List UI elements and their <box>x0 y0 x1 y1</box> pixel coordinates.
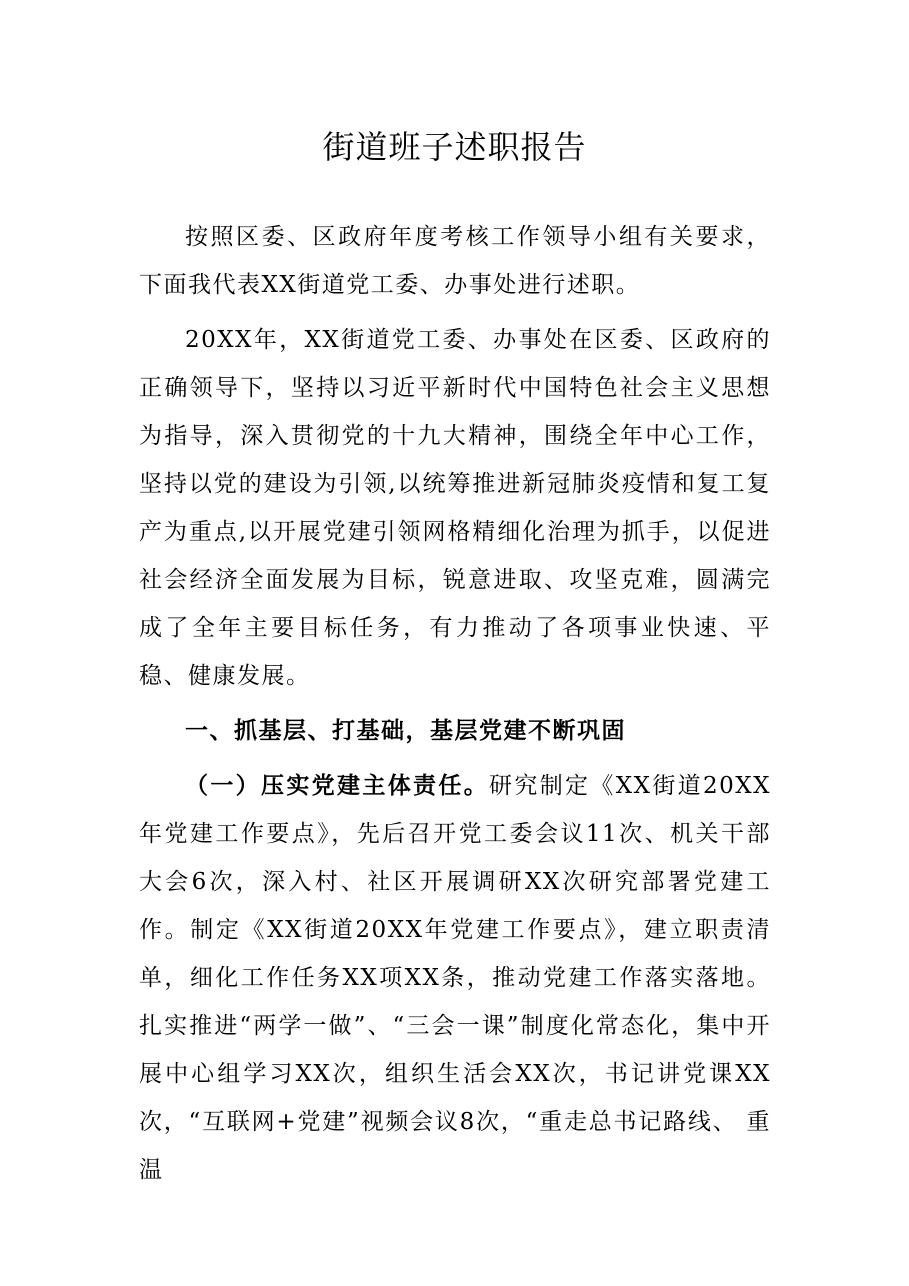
subsection-text: 研究制定《XX街道20XX年党建工作要点》，先后召开党工委会议11次、机关干部大会6次，深入村、社区开展调研XX次研究部署党建工作。制定《XX街道20XX年党建工作要点》，建立职责清单，细化工作任务XX项XX条，推动党建工作落实落地。扎实推进“两学一做”、“三会一课”制度化常态化，集中开展中心组学习XX次，组织生活会XX次，书记讲党课XX次，“互联网+党建”视频会议8次，“重走总书记路线、 重温 <box>139 773 772 1183</box>
document-body <box>139 213 771 1194</box>
section-heading: 一、抓基层、打基础，基层党建不断巩固 <box>185 718 626 744</box>
subsection-paragraph <box>139 762 771 1194</box>
document-title: 街道班子述职报告 <box>322 128 587 166</box>
intro-paragraph: 按照区委、区政府年度考核工作领导小组有关要求，下面我代表XX街道党工委、办事处进行述职。 <box>139 224 771 298</box>
summary-paragraph: 20XX年，XX街道党工委、办事处在区委、区政府的正确领导下，坚持以习近平新时代中国特色社会主义思想为指导，深入贯彻党的十九大精神，围绕全年中心工作，坚持以党的建设为引领,以统筹推进新冠肺炎疫情和复工复产为重点,以开展党建引领网格精细化治理为抓手，以促进社会经济全面发展为目标，锐意进取、攻坚克难，圆满完成了全年主要目标任务，有力推动了各项事业快速、平稳、健康发展。 <box>139 327 771 689</box>
subsection-lead: （一）压实党建主体责任。 <box>185 773 490 799</box>
